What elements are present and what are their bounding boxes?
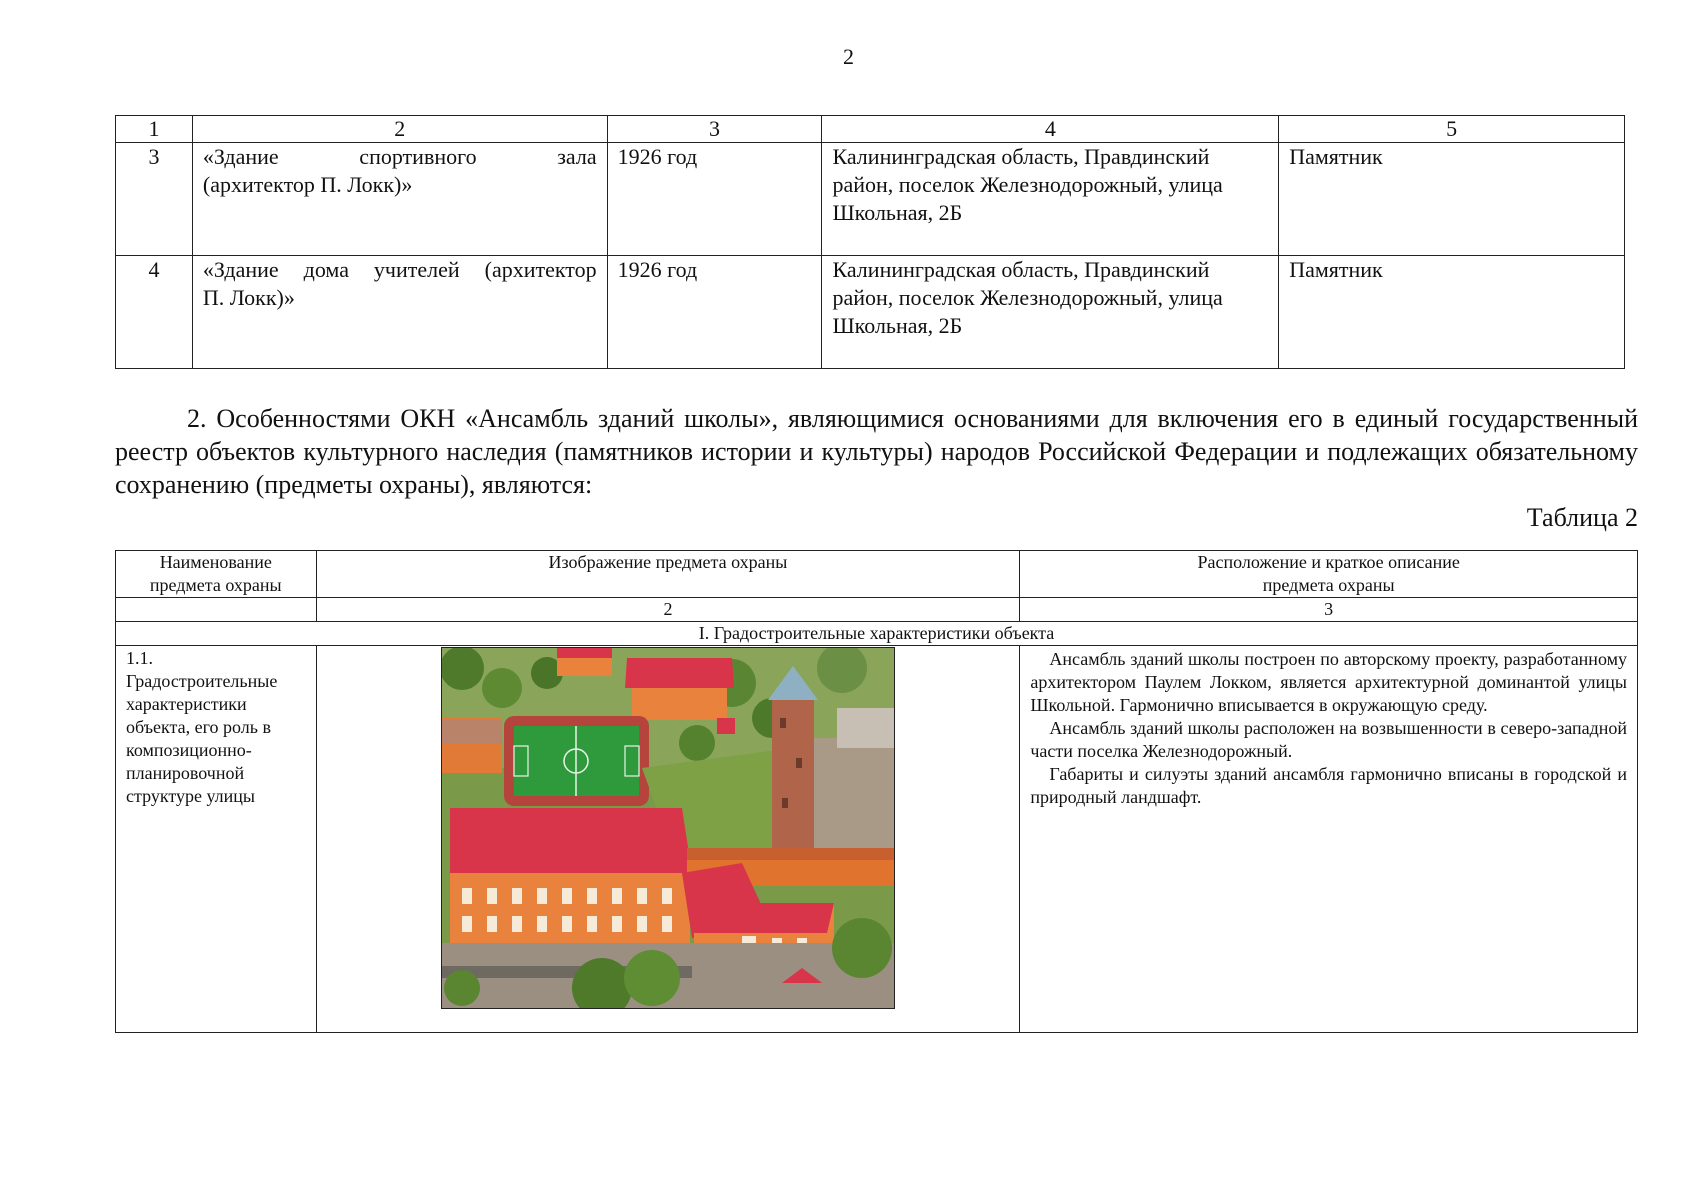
table1-header-row — [116, 116, 1625, 143]
protection-subject-description — [1020, 646, 1638, 1033]
page-number: 2 — [843, 44, 854, 69]
table1-header-cell: 2 — [192, 116, 607, 143]
header-description-line: предмета охраны — [1262, 575, 1395, 595]
table1-header-cell: 4 — [822, 116, 1279, 143]
object-name — [192, 143, 607, 256]
table1-header-cell: 5 — [1279, 116, 1625, 143]
protection-subjects-table — [115, 550, 1638, 1033]
description-paragraph: Габариты и силуэты зданий ансамбля гармонично вписаны в городской и природный ландшафт. — [1030, 764, 1627, 807]
aerial-photo — [441, 647, 895, 1009]
table1-header-cell: 1 — [116, 116, 193, 143]
row-number: 3 — [116, 143, 193, 256]
object-name — [192, 256, 607, 369]
object-category: Памятник — [1279, 256, 1625, 369]
section-title: I. Градостроительные характеристики объекта — [116, 622, 1638, 646]
object-name-line: «Здание спортивного зала — [202, 144, 597, 169]
table-row — [116, 143, 1625, 256]
object-category: Памятник — [1279, 143, 1625, 256]
table-caption: Таблица 2 — [1526, 503, 1638, 532]
header-name — [116, 551, 317, 598]
body-paragraph: 2. Особенностями ОКН «Ансамбль зданий школы», являющимися основаниями для включения его в единый государственный реестр объектов культурного наследия (памятников истории и культуры) народов Российской Федерации и подлежащих обязательному сохранению (предметы охраны), являются: — [115, 404, 1638, 499]
object-date: 1926 год — [607, 143, 822, 256]
object-name-line: П. Локк)» — [202, 285, 295, 310]
table2-index-row — [116, 598, 1638, 622]
description-paragraph: Ансамбль зданий школы построен по авторскому проекту, разработанному архитектором Паулем Локком, является архитектурной доминантой улицы Школьной. Гармонично вписывается в окружающую среду. — [1030, 649, 1627, 715]
index-cell: 2 — [316, 598, 1020, 622]
protection-subject-image-cell — [316, 646, 1020, 1033]
header-description-line: Расположение и краткое описание — [1197, 552, 1460, 572]
section-row — [116, 622, 1638, 646]
table-row — [116, 256, 1625, 369]
table1-header-cell: 3 — [607, 116, 822, 143]
object-address: Калининградская область, Правдинский район, поселок Железнодорожный, улица Школьная, 2Б — [822, 143, 1279, 256]
object-date: 1926 год — [607, 256, 822, 369]
index-cell: 3 — [1020, 598, 1638, 622]
objects-table — [115, 115, 1625, 369]
object-name-line: «Здание дома учителей (архитектор — [202, 257, 597, 282]
object-address: Калининградская область, Правдинский район, поселок Железнодорожный, улица Школьная, 2Б — [822, 256, 1279, 369]
table-row — [116, 646, 1638, 1033]
object-name-line: (архитектор П. Локк)» — [202, 172, 413, 197]
header-image: Изображение предмета охраны — [316, 551, 1020, 598]
table2-header-row — [116, 551, 1638, 598]
index-cell — [116, 598, 317, 622]
header-description — [1020, 551, 1638, 598]
description-paragraph: Ансамбль зданий школы расположен на возвышенности в северо-западной части поселка Железнодорожный. — [1030, 718, 1627, 761]
header-name-line: Наименование — [159, 552, 272, 572]
protection-subject-name: 1.1. Градостроительные характеристики объекта, его роль в композиционно-планировочной структуре улицы — [116, 646, 317, 1033]
header-name-line: предмета охраны — [149, 575, 282, 595]
row-number: 4 — [116, 256, 193, 369]
